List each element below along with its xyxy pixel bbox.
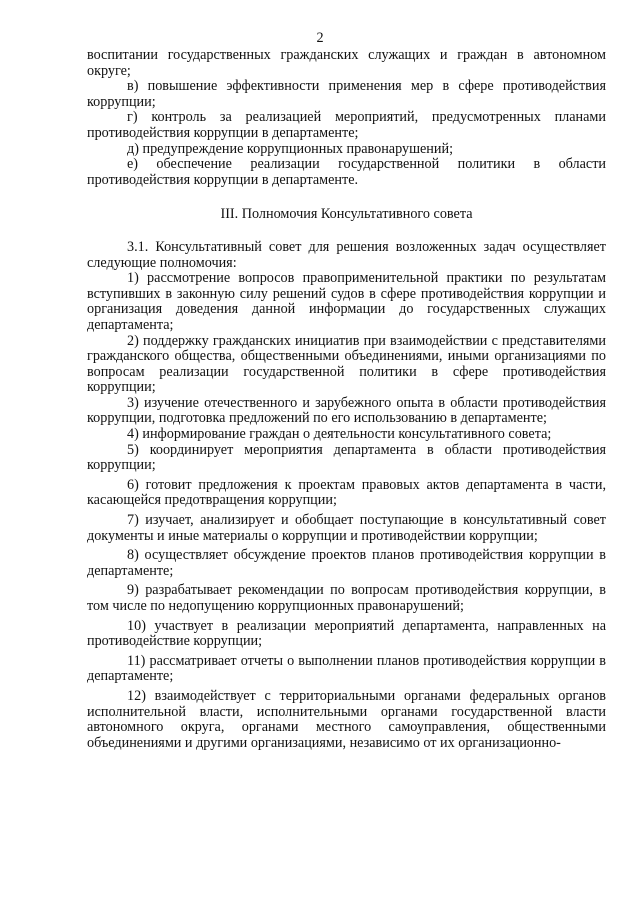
- power-item-5: 5) координирует мероприятия департамента в области противодействия коррупции;: [87, 441, 606, 474]
- power-item-4: 4) информирование граждан о деятельности консультативного совета;: [127, 426, 552, 443]
- paragraph-3-1: 3.1. Консультативный совет для решения возложенных задач осуществляет следующие полномочия:: [87, 238, 606, 271]
- power-item-11: 11) рассматривает отчеты о выполнении планов противодействия коррупции в департаменте;: [87, 652, 606, 685]
- power-item-1: 1) рассмотрение вопросов правоприменительной практики по результатам вступивших в законную силу решений судов в сфере противодействия коррупции и организация доведения данной информации до государственных служащих департамента;: [87, 270, 606, 333]
- power-item-9: 9) разрабатывает рекомендации по вопросам противодействия коррупции, в том числе по недопущению коррупционных правонарушений;: [87, 582, 606, 614]
- paragraph-continuation: воспитании государственных гражданских служащих и граждан в автономном округе;: [87, 47, 606, 79]
- power-item-10: 10) участвует в реализации мероприятий департамента, направленных на противодействие коррупции;: [87, 617, 606, 650]
- section-heading: III. Полномочия Консультативного совета: [220, 206, 473, 223]
- list-item-e: е) обеспечение реализации государственной политики в области противодействия коррупции в департаменте.: [87, 156, 606, 188]
- list-item-d: д) предупреждение коррупционных правонарушений;: [127, 140, 454, 157]
- page-number: 2: [316, 30, 324, 46]
- power-item-2: 2) поддержку гражданских инициатив при взаимодействии с представителями гражданского общества, общественными объединениями, иными организациями по вопросам реализации государственной политики в сфере противодействия коррупции;: [87, 332, 606, 396]
- power-item-6: 6) готовит предложения к проектам правовых актов департамента в части, касающейся предотвращения коррупции;: [87, 476, 606, 509]
- list-item-v: в) повышение эффективности применения мер в сфере противодействия коррупции;: [87, 78, 606, 110]
- power-item-3: 3) изучение отечественного и зарубежного опыта в области противодействия коррупции, подготовка предложений по его использованию в департаменте;: [87, 394, 606, 427]
- power-item-12: 12) взаимодействует с территориальными органами федеральных органов исполнительной власти, исполнительными органами государственной власти автономного округа, органами местного самоуправления, общественными объединениями и другими организациями, независимо от их организационно-: [87, 687, 606, 751]
- power-item-8: 8) осуществляет обсуждение проектов планов противодействия коррупции в департаменте;: [87, 547, 606, 579]
- list-item-g: г) контроль за реализацией мероприятий, предусмотренных планами противодействия коррупции в департаменте;: [87, 109, 606, 141]
- document-body: [87, 48, 606, 751]
- power-item-7: 7) изучает, анализирует и обобщает поступающие в консультативный совет документы и иные материалы о коррупции и противодействии коррупции;: [87, 512, 606, 544]
